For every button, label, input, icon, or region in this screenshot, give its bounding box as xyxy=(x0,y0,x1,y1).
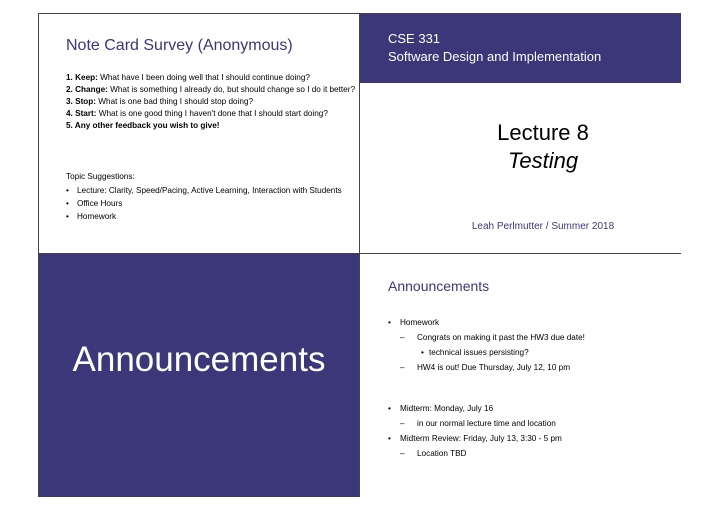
course-number: CSE 331 xyxy=(388,31,441,46)
survey-question-list xyxy=(66,72,356,132)
question-label: 1. Keep: xyxy=(66,73,98,82)
bullet-item: • Midterm: Monday, July 16 xyxy=(388,403,673,414)
course-name: Software Design and Implementation xyxy=(388,49,602,64)
question-label: 3. Stop: xyxy=(66,97,97,106)
survey-question xyxy=(66,84,356,95)
question-text: What is one bad thing I should stop doing? xyxy=(96,97,254,106)
survey-question xyxy=(66,120,356,131)
survey-question xyxy=(66,108,356,119)
topic-item: • Homework xyxy=(66,211,356,222)
author-term: Leah Perlmutter / Summer 2018 xyxy=(471,221,615,232)
sub-bullet-item: – in our normal lecture time and location xyxy=(388,418,673,429)
slide-grid xyxy=(38,13,681,497)
slide-title: Note Card Survey (Anonymous) xyxy=(66,37,293,54)
topic-item: • Lecture: Clarity, Speed/Pacing, Active Learning, Interaction with Students xyxy=(66,185,356,196)
slide-note-card-survey xyxy=(39,14,359,253)
slide-announcements xyxy=(360,254,681,497)
question-text: What is something I already do, but should change so I do it better? xyxy=(107,85,355,94)
slide-title-page xyxy=(360,14,681,253)
question-text: What have I been doing well that I should continue doing? xyxy=(97,73,310,82)
question-text: What is one good thing I haven't done that I should start doing? xyxy=(96,109,328,118)
survey-question xyxy=(66,72,356,83)
question-label: 4. Start: xyxy=(66,109,97,118)
survey-question xyxy=(66,96,356,107)
announcement-list xyxy=(388,317,673,463)
topic-list xyxy=(66,185,356,222)
sub-bullet-item: – HW4 is out! Due Thursday, July 12, 10 pm xyxy=(388,362,673,373)
slide-section-announcements xyxy=(39,254,359,497)
bullet-item: • Midterm Review: Friday, July 13, 3:30 - 5 pm xyxy=(388,433,673,444)
slide-title: Announcements xyxy=(388,278,490,294)
topic-suggestions xyxy=(66,171,356,224)
question-label: 5. Any other feedback you wish to give! xyxy=(66,121,220,130)
sub-bullet-item: – Congrats on making it past the HW3 due date! xyxy=(388,332,673,343)
topics-heading: Topic Suggestions: xyxy=(66,172,135,181)
topic-item: • Office Hours xyxy=(66,198,356,209)
bullet-item: • Homework xyxy=(388,317,673,328)
lecture-number: Lecture 8 xyxy=(497,120,589,145)
section-title: Announcements xyxy=(72,340,326,379)
lecture-topic: Testing xyxy=(507,148,579,173)
list-spacer xyxy=(388,377,673,403)
sub-bullet-item: – Location TBD xyxy=(388,448,673,459)
question-label: 2. Change: xyxy=(66,85,108,94)
sub-sub-bullet-item: • technical issues persisting? xyxy=(388,347,673,358)
